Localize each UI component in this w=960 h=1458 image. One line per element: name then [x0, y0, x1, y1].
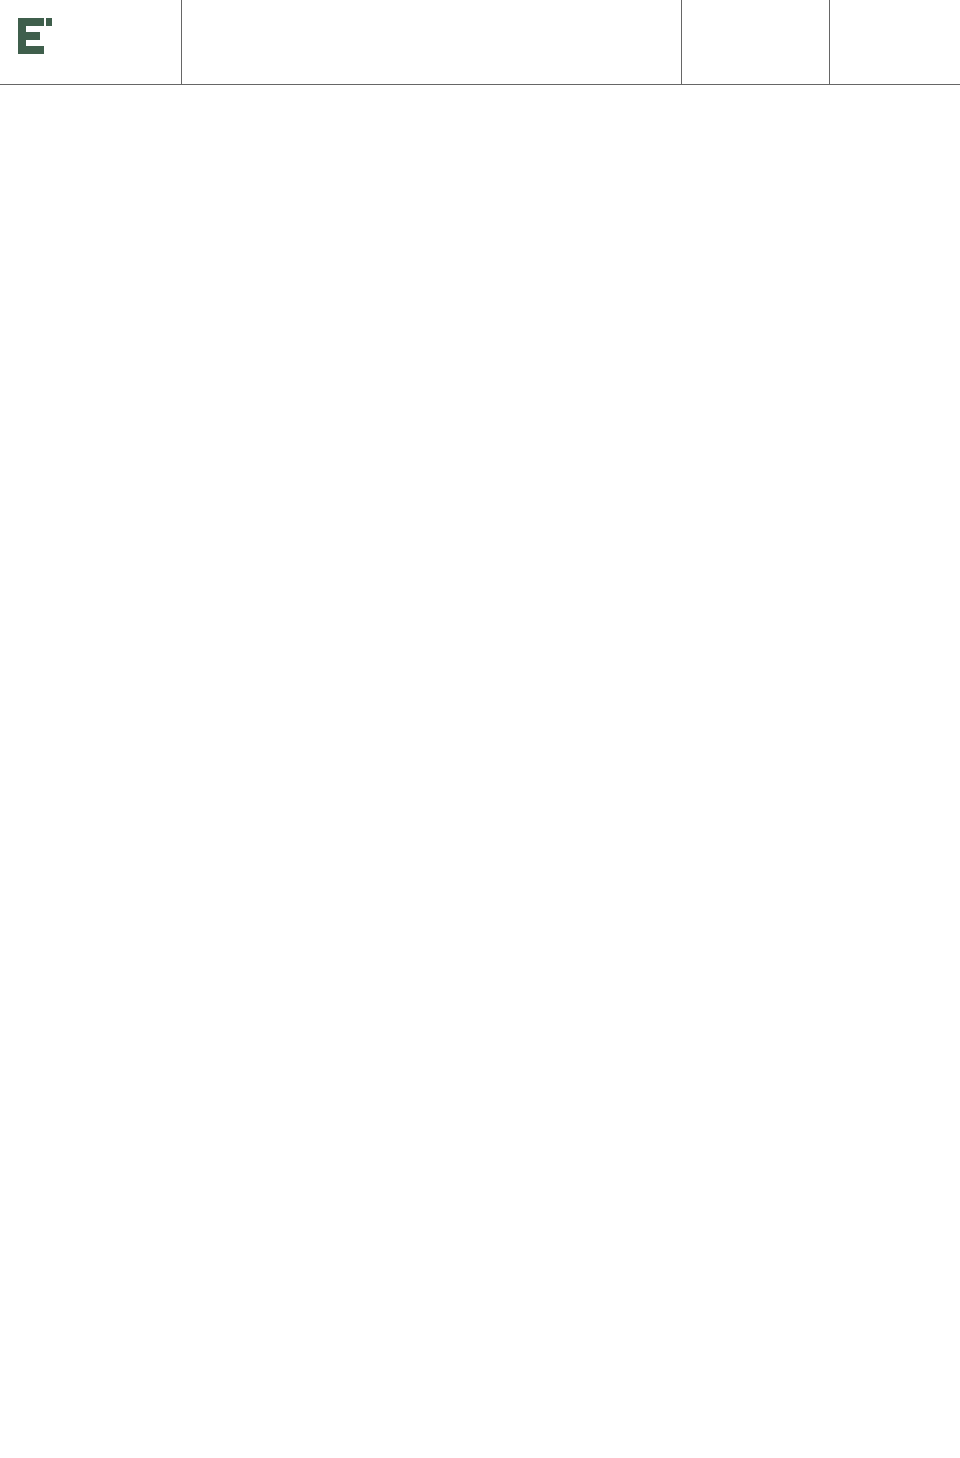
emag-logo-icon: [14, 14, 54, 58]
page-header: [0, 0, 960, 85]
logo-cell: [0, 0, 182, 84]
page-cell: [830, 0, 960, 84]
code-cell: [682, 0, 830, 84]
title-cell: [182, 0, 682, 84]
